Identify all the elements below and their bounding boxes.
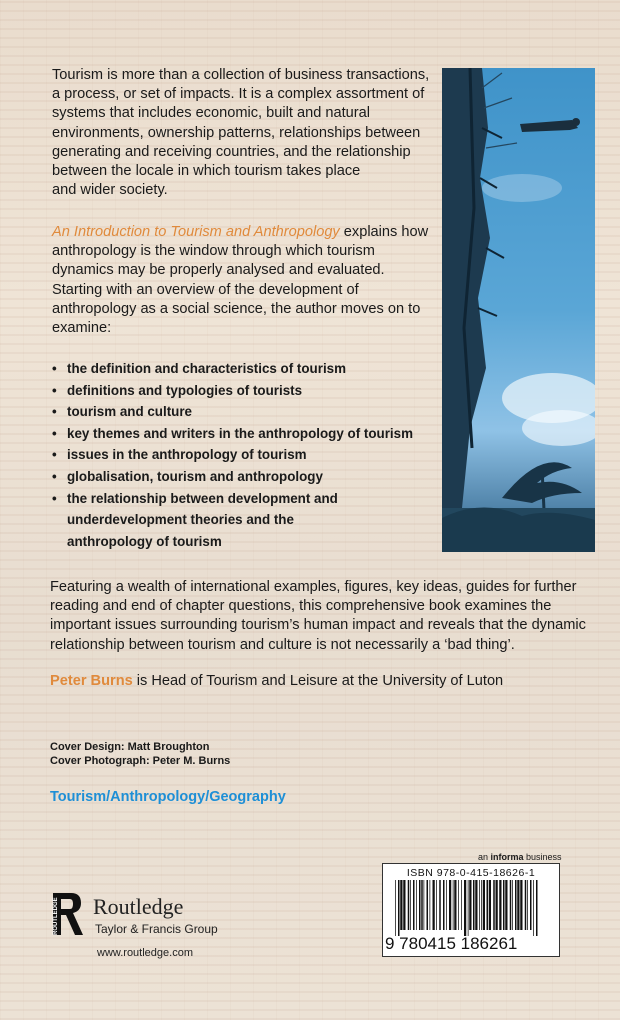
barcode-bar <box>489 880 491 930</box>
list-item-text: the relationship between development and <box>67 490 338 506</box>
intro-line: between the locale in which tourism takes place <box>52 163 361 180</box>
barcode-bar <box>427 880 429 930</box>
barcode-bar <box>503 880 505 930</box>
author-name: Peter Burns <box>50 673 133 689</box>
publisher-group: Taylor & Francis Group <box>95 922 218 936</box>
barcode-bar <box>473 880 475 930</box>
publisher-url: www.routledge.com <box>97 947 193 959</box>
bullet-icon: • <box>52 382 57 398</box>
list-item-text: key themes and writers in the anthropology of tourism <box>67 425 413 441</box>
bullet-icon: • <box>52 447 57 463</box>
list-item-text: the definition and characteristics of tourism <box>67 361 347 376</box>
cover-photo-credit: Cover Photograph: Peter M. Burns <box>50 755 231 767</box>
author-bio-text: is Head of Tourism and Leisure at the University of Luton <box>132 673 504 689</box>
topic-list <box>52 358 442 552</box>
featuring-line: Featuring a wealth of international examples, figures, key ideas, guides for further <box>50 579 577 595</box>
subject-classification: Tourism/Anthropology/Geography <box>50 789 286 805</box>
barcode-bar <box>505 880 507 930</box>
cover-photograph <box>442 68 595 552</box>
barcode-bar <box>487 880 489 930</box>
cover-design-credit: Cover Design: Matt Broughton <box>50 741 210 753</box>
barcode-bar <box>395 880 396 936</box>
description-line: Starting with an overview of the development of <box>52 281 359 298</box>
barcode-bar <box>461 880 462 930</box>
featuring-line: reading and end of chapter questions, this comprehensive book examines the <box>50 598 552 615</box>
intro-line: environments, ownership patterns, relationships between <box>52 124 421 141</box>
intro-line: a process, or set of impacts. It is a complex assortment of <box>52 86 425 103</box>
barcode-bar <box>527 880 528 930</box>
publisher-name: Routledge <box>93 894 184 919</box>
barcode-bar <box>520 880 522 930</box>
barcode-bar <box>449 880 451 930</box>
informa-brand: informa <box>490 852 524 862</box>
description-line: examine: <box>52 320 112 337</box>
list-item <box>52 401 442 423</box>
informa-prefix: an <box>478 852 491 862</box>
barcode-bar <box>468 880 469 936</box>
intro-line: Tourism is more than a collection of business transactions, <box>52 67 430 83</box>
informa-suffix: business <box>523 852 562 862</box>
logo-wordmark: ROUTLEDGE <box>53 897 59 935</box>
isbn-barcode <box>382 863 560 957</box>
list-item <box>52 358 442 380</box>
barcode-bar <box>424 880 425 930</box>
featuring-line: important issues surrounding tourism’s human impact and reveals that the dynamic <box>50 617 586 634</box>
list-item <box>52 466 442 488</box>
barcode-bar <box>464 880 466 936</box>
barcode-bar <box>454 880 456 930</box>
barcode-bar <box>430 880 431 930</box>
intro-line: generating and receiving countries, and the relationship <box>52 143 411 160</box>
list-item-text: globalisation, tourism and anthropology <box>67 468 323 484</box>
description-line: anthropology is the window through which tourism <box>52 243 375 260</box>
description-line: explains how <box>339 224 429 240</box>
barcode-bar <box>458 880 459 930</box>
intro-line: systems that includes economic, built and natural <box>52 105 370 122</box>
list-item <box>52 423 442 445</box>
barcode-bar <box>469 880 471 930</box>
barcode-bar <box>421 880 423 930</box>
bullet-icon: • <box>52 404 57 420</box>
list-item-continuation: underdevelopment theories and the <box>67 512 294 528</box>
description-paragraph <box>52 223 432 338</box>
list-item-text: tourism and culture <box>67 404 192 420</box>
barcode-number-text: 9 780415 186261 <box>385 934 518 953</box>
bullet-icon: • <box>52 425 57 441</box>
barcode-bar <box>416 880 417 930</box>
barcode-bar <box>446 880 447 930</box>
barcode-bar <box>419 880 421 930</box>
barcode-bar <box>400 880 402 930</box>
barcode-bar <box>515 880 517 930</box>
list-item <box>52 380 442 402</box>
barcode-bar <box>475 880 477 930</box>
barcode-bar <box>481 880 482 930</box>
barcode-bars <box>389 880 553 936</box>
barcode-bar <box>436 880 437 930</box>
bullet-icon: • <box>52 361 57 376</box>
barcode-bar <box>493 880 495 930</box>
barcode-bar <box>408 880 410 930</box>
featuring-line: relationship between tourism and culture is not necessarily a ‘bad thing’. <box>50 636 515 653</box>
barcode-bar <box>510 880 512 930</box>
barcode-bar <box>439 880 441 930</box>
bullet-icon: • <box>52 490 57 506</box>
description-line: dynamics may be properly analysed and evaluated. <box>52 262 385 279</box>
barcode-bar <box>496 880 498 930</box>
intro-line: and wider society. <box>52 182 168 199</box>
intro-paragraph <box>52 66 430 200</box>
barcode-bar <box>410 880 411 930</box>
barcode-bar <box>453 880 454 930</box>
barcode-bar <box>517 880 519 930</box>
book-title: An Introduction to Tourism and Anthropology <box>52 224 340 240</box>
vine-jumper-photo <box>442 68 595 552</box>
barcode-bar <box>536 880 538 936</box>
barcode-bar <box>413 880 415 930</box>
list-item <box>52 444 442 466</box>
barcode-bar <box>533 880 534 936</box>
list-item-continuation: anthropology of tourism <box>67 533 222 549</box>
barcode-bar <box>530 880 532 930</box>
barcode-bar <box>479 880 480 930</box>
description-line: anthropology as a social science, the author moves on to <box>52 300 421 317</box>
bullet-icon: • <box>52 468 57 484</box>
list-item-text: issues in the anthropology of tourism <box>67 447 307 463</box>
isbn-label: ISBN 978-0-415-18626-1 <box>406 867 536 879</box>
barcode-bar <box>525 880 527 930</box>
list-item <box>52 488 442 553</box>
barcode-bar <box>443 880 445 930</box>
informa-tagline <box>478 852 562 862</box>
barcode-bar <box>433 880 435 930</box>
featuring-paragraph <box>50 578 610 655</box>
list-item-text: definitions and typologies of tourists <box>67 382 303 398</box>
author-bio <box>50 673 503 689</box>
barcode-bar <box>512 880 513 930</box>
routledge-logo <box>51 891 85 939</box>
barcode-bar <box>398 880 400 936</box>
barcode-bar <box>403 880 405 930</box>
barcode-bar <box>483 880 485 930</box>
barcode-bar <box>499 880 501 930</box>
